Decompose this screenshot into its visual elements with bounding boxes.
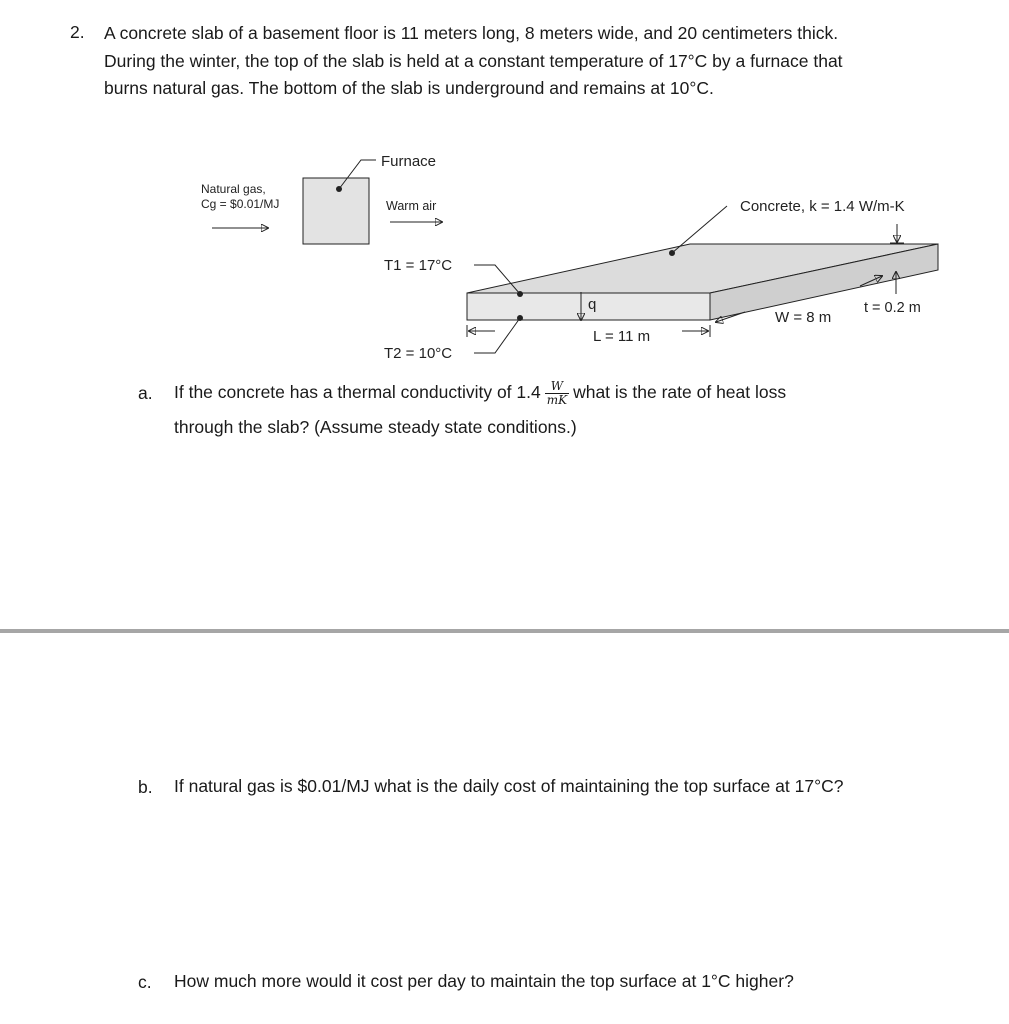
part-a-line-2: through the slab? (Assume steady state conditions.) [174,417,577,437]
heat-flow-label: q [588,296,597,313]
unit-denominator: mK [546,392,568,407]
t1-leader-dot [517,291,523,297]
part-b-text: If natural gas is $0.01/MJ what is the daily cost of maintaining the top surface at 17°C? [174,776,844,796]
part-a-text-after: what is the rate of heat loss [573,382,787,402]
t2-leader-line [474,318,520,353]
furnace-label: Furnace [381,153,437,170]
furnace-box [303,178,369,244]
part-c-text: How much more would it cost per day to maintain the top surface at 1°C higher? [174,971,794,991]
problem-line-1: A concrete slab of a basement floor is 11 meters long, 8 meters wide, and 20 centimeters thick. [104,23,839,43]
part-a-text [174,375,786,409]
part-c-letter: c. [138,972,152,992]
problem-line-3: burns natural gas. The bottom of the slab is underground and remains at 10°C. [104,78,714,98]
width-label: W = 8 m [775,309,832,326]
slab-diagram [0,0,1009,370]
part-a-text-before: If the concrete has a thermal conductivity of 1.4 [174,382,541,402]
natural-gas-label: Natural gas, [201,182,266,196]
section-divider [0,629,1009,633]
t2-label: T2 = 10°C [384,345,453,362]
problem-line-2: During the winter, the top of the slab is held at a constant temperature of 17°C by a furnace that [104,50,843,71]
unit-numerator: W [545,380,569,394]
warm-air-label: Warm air [386,199,437,213]
problem-number: 2. [70,22,85,42]
length-label: L = 11 m [593,328,651,345]
t1-label: T1 = 17°C [384,257,453,274]
part-a-letter: a. [138,383,153,403]
concrete-label: Concrete, k = 1.4 W/m-K [740,198,905,215]
part-b-letter: b. [138,777,153,797]
t2-leader-dot [517,315,523,321]
thickness-label: t = 0.2 m [864,300,921,316]
conductivity-unit-fraction [545,380,569,407]
gas-cost-label: Cg = $0.01/MJ [201,197,280,211]
